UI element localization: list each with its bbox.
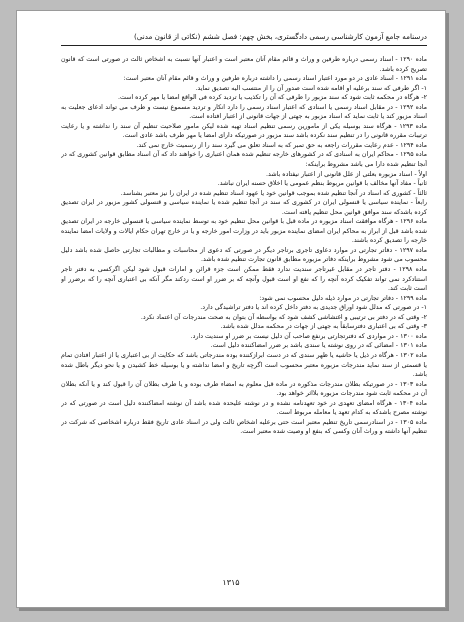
paragraph: ماده ۱۳۰۰ - در مواردی که دفترتجارتی برنفع صاحب آن دلیل نیست بر ضرر او سندیت دارد. (190, 332, 427, 340)
paragraph: ثالثاً - کشوری که اسناد در آنجا تنظیم شده بموجب قوانین خود یا عهود اسناد تنظیم شده در ایران را نیز معتبر بشناسد. (120, 189, 427, 197)
paragraph: ماده ۱۲۹۱ - اسناد عادی در دو مورد اعتبار اسناد رسمی را داشته درباره طرفین و وراث و قائم مقام آنان معتبر است: (123, 75, 427, 83)
paragraph: رابعاً - نماینده سیاسی یا قنسولی ایران در کشوری که سند در آنجا تنظیم شده یا نماینده سیاسی و قنسولی کشور مزبور در ایران تصدیق کرده باشدکه سند موافق قوانین محل تنظیم یافته است. (61, 199, 427, 216)
paragraph: ماده ۱۳۰۳ - در صورتیکه بطلان مندرجات مذکوره در ماده قبل معلوم به امضاء طرف بوده و یا طرف بطلان آن را قبول کند و یا آنکه بطلان آن در محکمه ثابت شود مندرجات مزبوره بلااثر خواهد بود. (61, 380, 427, 398)
paragraph: ۲- هرگاه در محکمه ثابت شود که سند مزبور را طرفی که آن را تکذیب یا تردید کرده فی الواقع امضا یا مهر کرده است. (117, 94, 427, 102)
paragraph: ثانیاً - مفاد آنها مخالف با قوانین مربوط بنظم عمومی یا اخلاق حسنه ایران نباشد. (217, 180, 427, 188)
paragraph: اولاً - اسناد مزبوره بعلتی از علل قانونی از اعتبار نیفتاده باشد. (266, 170, 427, 178)
paragraph: ماده ۱۳۰۴ - هرگاه امضای تعهدی در خود تعهدنامه نشده و در نوشته علیحده شده باشد آن نوشته امضاکننده دلیل است در صورتی که در نوشته مصرح باشدکه به کدام تعهد یا معامله مربوط است. (61, 399, 427, 417)
paragraph: ماده ۱۲۹۵ - محاکم ایران به اسنادی که در کشورهای خارجه تنظیم شده همان اعتباری را خواهند داد که آن اسناد مطابق قوانین کشوری که در آنجا تنظیم شده دارا می باشد مشروط براینکه: (61, 151, 427, 169)
paragraph: ماده ۱۳۰۱ - امضائی که در روی نوشته یا سندی باشد بر ضرر امضاکننده دلیل است. (210, 342, 427, 350)
paragraph: ماده ۱۲۹۳ - هرگاه سند بوسیله یکی از مامورین رسمی تنظیم اسناد تهیه شده لیکن مامور صلاحیت تنظیم آن سند را نداشته و یا رعایت ترتیبات مقرره قانونی را در تنظیم سند نکرده باشد سند مزبور در صورتیکه دارای امضا یا مهر طرف باشد عادی است. (61, 122, 427, 140)
running-header: درسنامه جامع آزمون کارشناسی رسمی دادگستری، بخش چهم: فصل ششم (نکاتی از قانون مدنی) (61, 29, 427, 46)
paragraph: ماده ۱۳۰۲ - هرگاه در ذیل یا حاشیه یا ظهر سندی که در دست ابرازکننده بوده مندرجاتی باشد که حکایت از بی اعتباری یا از اعتبار افتادن تمام یا قسمتی از سند نماید مندرجات مزبوره معتبر محسوب است اگرچه تاریخ و امضا نداشته و یا بوسیله خط کشیدن و یا نحو دیگر باطل شده باشد. (61, 351, 427, 379)
page-body (61, 55, 427, 569)
paragraph: ماده ۱۲۹۹ - دفاتر تجارتی در موارد ذیله دلیل محسوب نمی شود: (259, 294, 427, 302)
paragraph: ماده ۱۲۹۰ - اسناد رسمی درباره طرفین و وراث و قائم مقام آنان معتبر است و اعتبار آنها نسبت به اشخاص ثالث در صورتی است که قانون تصریح کرده باشد. (61, 56, 427, 73)
paragraph: ماده ۱۲۹۷ - دفاتر تجارتی در موارد دعاوی تاجری برتاجر دیگر در صورتی که دعوی از محاسبات و مطالبات تجارتی حاصل شده باشد دلیل محسوب می شود مشروط براینکه دفاتر مزبوره مطابق قانون تجارت تنظیم شده باشد. (61, 246, 427, 264)
paragraph: ماده ۱۲۹۸ - دفتر تاجر در مقابل غیرتاجر سندیت ندارد فقط ممکن است جزء قرائن و امارات قبول شود لیکن اگرکسی به دفتر تاجر استنادکرد نمی تواند تفکیک کرده آنچه را که نفع او است قبول وآنچه که بر ضرر او است ردکند مگر آنکه بی اعتباری آنچه را که برضرر او است ثابت کند. (61, 266, 427, 293)
paragraph: ماده ۱۳۰۵ - در اسنادرسمی تاریخ تنظیم معتبر است حتی برعلیه اشخاص ثالث ولی در اسناد عادی تاریخ فقط درباره اشخاصی که شرکت در تنظیم آنها داشته و وراث آنان وکسی که بنفع او وصیت شده معتبر است. (61, 418, 427, 436)
paragraph: ماده ۱۲۹۴ - عدم رعایت مقررات راجعه به حق تمبر که به اسناد تعلق می گیرد سند را از رسمیت خارج نمی کند. (136, 141, 427, 149)
paragraph: ماده ۱۲۹۲ - در مقابل اسناد رسمی یا اسنادی که اعتبار اسناد رسمی را دارد انکار و تردید مسموع نیست و طرف می تواند ادعای جعلیت به اسناد مزبور کند یا ثابت نماید که اسناد مزبور به جهتی از جهات قانونی از اعتبار افتاده است. (61, 103, 427, 121)
page-number: ۱۳۱۵ (222, 578, 240, 587)
document-page (16, 10, 446, 608)
paragraph: ماده ۱۲۹۶ - هرگاه موافقت اسناد مزبوره در ماده قبل با قوانین محل تنظیم خود به توسط نماینده سیاسی یا قنسولی خارجه در ایران تصدیق شده باشد قبل از ابراز به محاکم ایران امضای نماینده مزبور باید در وزارت امور خارجه و یا در خارج تهران حکام ایالات و ولایات امضا نماینده خارجه را تصدیق کرده باشند. (61, 218, 427, 245)
paragraph: ۱- اگر طرفی که سند برعلیه او اقامه شده است صدور آن را از منتسب الیه تصدیق نماید. (195, 84, 427, 92)
paragraph: ۲- وقتی که در دفتر بی ترتیبی و اغتشاشی کشف شود که بواسطه آن بتوان به صحت مندرجات آن اعتماد نکرد. (140, 313, 427, 321)
paragraph: ۱- در صورتی که مدلل شود اوراق جدیدی به دفتر داخل کرده اند یا دفتر تراشیدگی دارد. (200, 304, 427, 312)
paragraph: ۳- وقتی که بی اعتباری دفترسابقاً به جهتی از جهات در محکمه مدلل شده باشد. (220, 323, 427, 331)
